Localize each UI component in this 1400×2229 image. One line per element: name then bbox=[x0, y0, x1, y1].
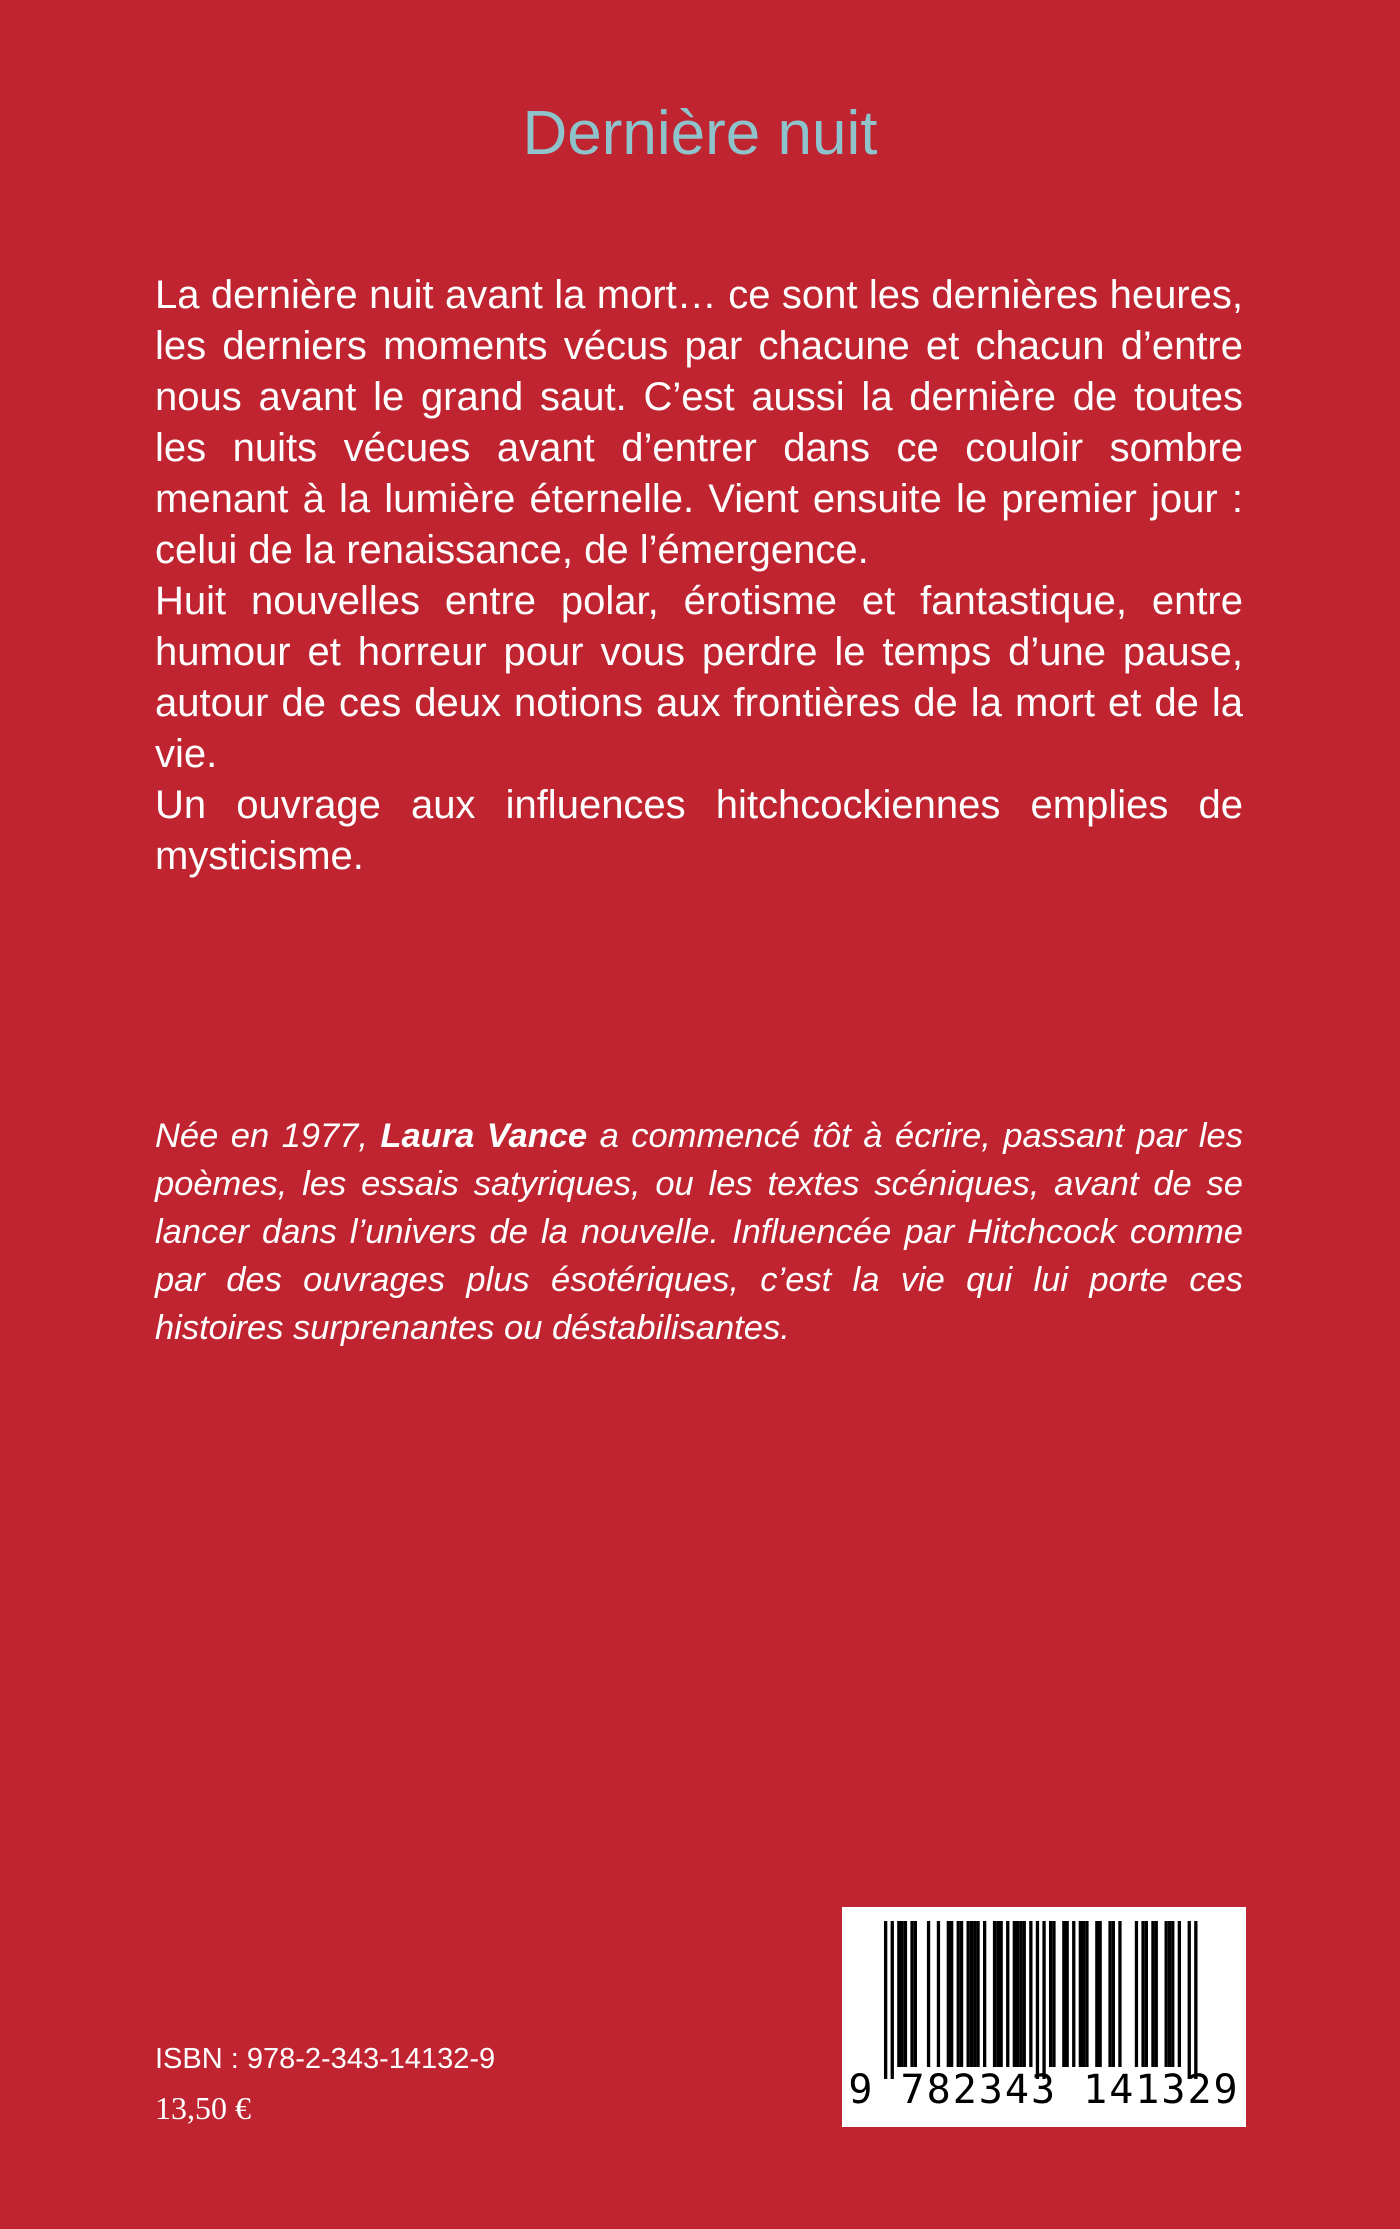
price-label: 13,50 € bbox=[155, 2090, 251, 2126]
barcode-bar bbox=[891, 1921, 894, 2079]
barcode-bar bbox=[1062, 1921, 1065, 2067]
barcode-bar bbox=[1049, 1921, 1052, 2067]
barcode-bar bbox=[1155, 1921, 1158, 2067]
barcode-bar bbox=[1013, 1921, 1016, 2067]
barcode-bar bbox=[983, 1921, 986, 2067]
barcode-bar bbox=[1085, 1921, 1088, 2067]
barcode-bar bbox=[1112, 1921, 1115, 2067]
barcode-bar bbox=[914, 1921, 917, 2067]
barcode-bar bbox=[1072, 1921, 1075, 2067]
barcode-bar bbox=[970, 1921, 973, 2067]
isbn-label: ISBN : 978-2-343-14132-9 bbox=[155, 2043, 496, 2075]
barcode-bar bbox=[1042, 1921, 1045, 2079]
barcode-bar bbox=[960, 1921, 963, 2067]
barcode-bar bbox=[1145, 1921, 1148, 2067]
barcode-bar bbox=[1188, 1921, 1191, 2079]
book-title: Dernière nuit bbox=[522, 99, 878, 168]
barcode-bar bbox=[927, 1921, 930, 2067]
barcode-bar bbox=[967, 1921, 970, 2067]
barcode-bar bbox=[1016, 1921, 1019, 2067]
barcode-bar bbox=[904, 1921, 907, 2067]
author-bio bbox=[155, 1112, 1243, 1352]
barcode-bar bbox=[1118, 1921, 1121, 2067]
barcode-bar bbox=[996, 1921, 999, 2067]
summary-paragraph: Huit nouvelles entre polar, érotisme et fantastique, entre humour et horreur pour vous perdre le temps d’une pause, autour de ces deux notions aux frontières de la mort et de la vie. bbox=[155, 579, 1243, 776]
book-summary bbox=[155, 270, 1243, 882]
barcode bbox=[842, 1907, 1246, 2127]
barcode-bar bbox=[1066, 1921, 1069, 2067]
barcode-bar bbox=[1178, 1921, 1181, 2067]
barcode-bar bbox=[901, 1921, 904, 2067]
barcode-bar bbox=[1099, 1921, 1102, 2067]
bio-intro: Née en 1977, bbox=[155, 1117, 381, 1155]
barcode-bar bbox=[897, 1921, 900, 2067]
barcode-bar bbox=[973, 1921, 976, 2067]
barcode-bar bbox=[1151, 1921, 1154, 2067]
barcode-bar bbox=[993, 1921, 996, 2067]
bio-text: a commencé tôt à écrire, passant par les poèmes, les essais satyriques, ou les textes scéniques, avant de se lancer dans l’univers de la nouvelle. Influencée par Hitchcock comme par des ouvrages plus ésotériques, c’est la vie qui lui porte ces histoires surprenantes ou déstabilisantes. bbox=[155, 1117, 1243, 1347]
barcode-digits: 9 782343 141329 bbox=[848, 2067, 1240, 2113]
barcode-bar bbox=[1165, 1921, 1168, 2067]
barcode-bar bbox=[1029, 1921, 1032, 2067]
barcode-bar bbox=[937, 1921, 940, 2067]
barcode-bar bbox=[1079, 1921, 1082, 2067]
barcode-bar bbox=[1135, 1921, 1138, 2067]
barcode-bar bbox=[884, 1921, 887, 2079]
barcode-bar bbox=[1023, 1921, 1026, 2067]
barcode-bar bbox=[1082, 1921, 1085, 2067]
barcode-bar bbox=[1168, 1921, 1171, 2067]
barcode-bar bbox=[1006, 1921, 1009, 2067]
barcode-bar bbox=[976, 1921, 979, 2067]
barcode-bar bbox=[957, 1921, 960, 2067]
barcode-bar bbox=[1052, 1921, 1055, 2067]
summary-paragraph: Un ouvrage aux influences hitchcockiennes emplies de mysticisme. bbox=[155, 783, 1243, 878]
barcode-bar bbox=[1095, 1921, 1098, 2067]
barcode-bar bbox=[1019, 1921, 1022, 2067]
barcode-bar bbox=[1171, 1921, 1174, 2067]
summary-paragraph: La dernière nuit avant la mort… ce sont les dernières heures, les derniers moments vécus par chacune et chacun d’entre nous avant le grand saut. C’est aussi la dernière de toutes les nuits vécues avant d’entrer dans ce couloir sombre menant à la lumière éternelle. Vient ensuite le premier jour : celui de la renaissance, de l’émergence. bbox=[155, 273, 1243, 572]
barcode-bar bbox=[1141, 1921, 1144, 2067]
barcode-bar bbox=[950, 1921, 953, 2067]
barcode-bar bbox=[1194, 1921, 1197, 2079]
barcode-bar bbox=[910, 1921, 913, 2067]
barcode-bar bbox=[1036, 1921, 1039, 2079]
barcode-bar bbox=[1108, 1921, 1111, 2067]
barcode-bar bbox=[1000, 1921, 1003, 2067]
barcode-bar bbox=[947, 1921, 950, 2067]
author-name: Laura Vance bbox=[380, 1117, 588, 1155]
